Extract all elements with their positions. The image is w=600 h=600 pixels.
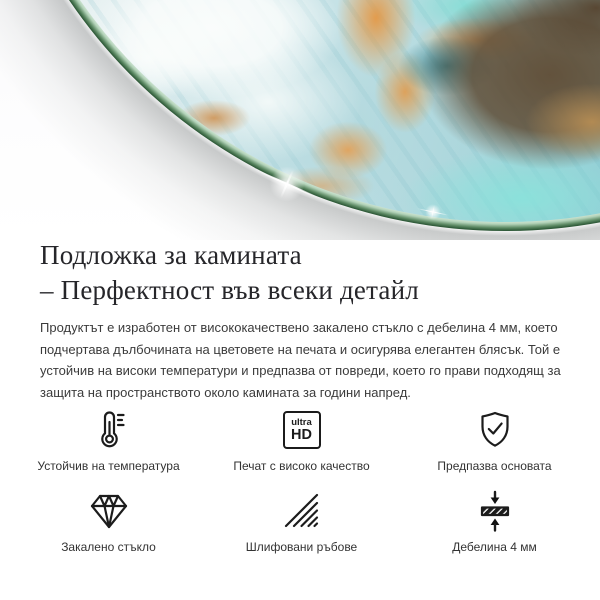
features-grid [12, 407, 600, 554]
feature-item-print-quality [205, 407, 398, 473]
shield-check-icon [473, 407, 517, 453]
page-title-line2: – Перфектност във всеки детайл [40, 275, 419, 305]
feature-item-polished-edges [205, 488, 398, 554]
thickness-icon [473, 488, 517, 534]
feature-item-protects-base [398, 407, 591, 473]
feature-item-temperature [12, 407, 205, 473]
sparkle-highlight-icon [422, 201, 443, 222]
page-title-line1: Подложка за камината [40, 240, 302, 270]
feature-label: Шлифовани ръбове [245, 540, 358, 554]
feature-label: Предпазва основата [437, 459, 552, 473]
ultra-hd-icon [283, 407, 321, 453]
feature-item-thickness [398, 488, 591, 554]
feature-label: Закалено стъкло [61, 540, 156, 554]
polished-edges-icon [280, 488, 324, 534]
product-description: Продуктът е изработен от висококачествено закалено стъкло с дебелина 4 мм, което подчертава дълбочината на цветовете на печата и осигурява елегантен блясък. Той е устойчив на високи температури и предпазва от повреди, което го прави подходящ за защита на пространството около камината за години напред. [40, 320, 561, 400]
ultra-hd-text-bottom: HD [291, 427, 312, 443]
feature-label: Дебелина 4 мм [452, 540, 537, 554]
thermometer-icon [87, 407, 131, 453]
diamond-icon [87, 488, 131, 534]
feature-label: Печат с високо качество [233, 459, 370, 473]
feature-item-tempered-glass [12, 488, 205, 554]
product-hero-image [0, 0, 600, 240]
page-title [40, 238, 560, 308]
feature-label: Устойчив на температура [37, 459, 180, 473]
ultra-hd-text-top: ultra [291, 416, 312, 428]
